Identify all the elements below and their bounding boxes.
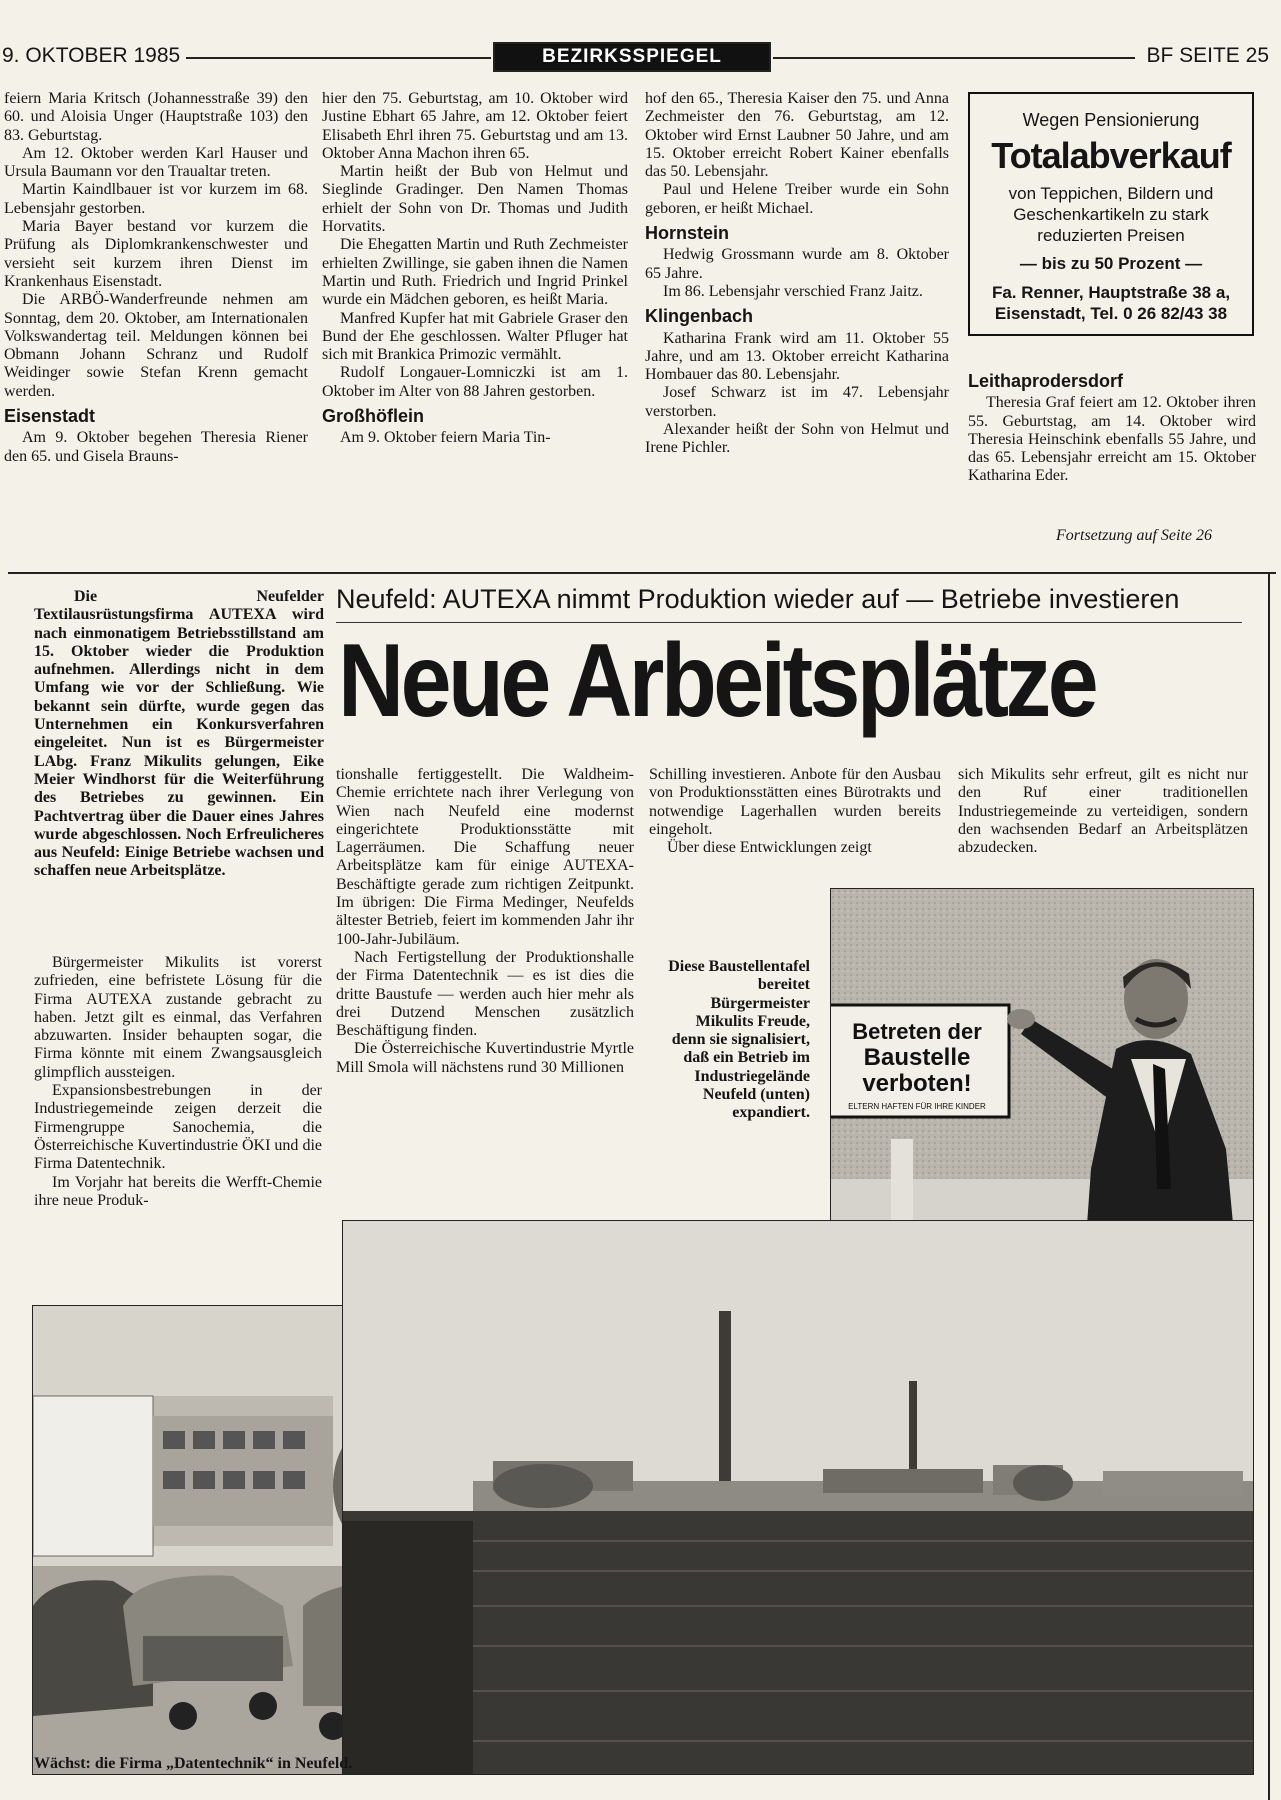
town-heading-hornstein: Hornstein (645, 223, 730, 244)
town-heading-klingenbach: Klingenbach (645, 306, 754, 327)
photo-industrial-image (343, 1221, 1254, 1775)
section-divider (8, 572, 1276, 574)
advertisement-box (968, 92, 1254, 336)
sign-text-line-3: verboten! (862, 1070, 972, 1097)
town-heading-eisenstadt: Eisenstadt (4, 406, 96, 427)
news-paragraph: Am 9. Oktober begehen Theresia Riener den 65. und Gisela Brauns- (4, 429, 308, 465)
ad-line-1: Wegen Pensionierung (1022, 110, 1200, 130)
sign-photo-caption: Diese Baustellentafel bereitet Bürgermeister Mikulits Freude, denn sie signalisiert, daß ein Betrieb im Industriegelände Neufeld (unten) expandiert. (668, 958, 810, 1122)
news-paragraph: hier den 75. Geburtstag, am 10. Oktober wird Justine Ebhart 65 Jahre, am 12. Oktober feiert Elisabeth Ehrl ihren 75. Geburtstag und am 13. Oktober Anna Machon ihren 65. (322, 90, 628, 162)
news-paragraph: Katharina Frank wird am 11. Oktober 55 Jahre, und am 13. Oktober erreicht Katharina Hombauer das 80. Lebensjahr. (645, 329, 949, 384)
article-border-right (1268, 572, 1270, 1800)
page-header (0, 42, 1281, 74)
news-paragraph: Josef Schwarz ist im 47. Lebensjahr verstorben. (645, 384, 949, 420)
article-column-1 (34, 954, 322, 1210)
page-number: BF SEITE 25 (1146, 44, 1269, 67)
news-paragraph: Martin heißt der Bub von Helmut und Sieglinde Gradinger. Den Namen Thomas erhielt der Sohn von Dr. Thomas und Judith Horvatits. (322, 163, 628, 236)
ad-title: Totalabverkauf (991, 135, 1231, 176)
article-paragraph: Die Österreichische Kuvertindustrie Myrtle Mill Smola will nächstens rund 30 Millionen (336, 1040, 634, 1076)
news-paragraph: Die ARBÖ-Wanderfreunde nehmen am Sonntag, dem 20. Oktober, am Internationalen Volkswandertag teil. Meldungen können bei Obmann Johann Schranz und Rudolf Weidinger sowie Stefan Krenn gemacht werden. (4, 291, 308, 400)
ad-address: Fa. Renner, Hauptstraße 38 a, Eisenstadt, Tel. 0 26 82/43 38 (991, 283, 1231, 323)
news-column-4 (968, 372, 1256, 486)
sign-text-line-1: Betreten der (852, 1019, 982, 1044)
article-paragraph: Nach Fertigstellung der Produktionshalle der Firma Datentechnik — es ist dies die dritte Baustufe — werden auch hier mehr als drei Dutzend Menschen zusätzlich Beschäftigung finden. (336, 948, 634, 1040)
article-lead (34, 588, 324, 881)
news-paragraph: feiern Maria Kritsch (Johannesstraße 39) den 60. und Aloisia Unger (Hauptstraße 103) den 83. Geburtstag. (4, 90, 308, 144)
article-subheadline: Neufeld: AUTEXA nimmt Produktion wieder auf — Betriebe investieren (336, 584, 1180, 614)
article-column-3 (649, 766, 941, 857)
news-column-1 (4, 90, 308, 466)
article-paragraph: Bürgermeister Mikulits ist vorerst zufrieden, eine befristete Lösung für die Firma AUTEXA zustande gebracht zu haben. Jetzt gilt es einmal, das Verfahren abzuwarten. Insider behaupten sogar, die Firma könnte mit einem Zwangsausgleich glimpflich aussteigen. (34, 954, 322, 1081)
bottom-photo-caption: Wächst: die Firma „Datentechnik“ in Neufeld. (34, 1755, 353, 1772)
article-headline: Neue Arbeitsplätze (338, 623, 1096, 739)
ad-line-3: von Teppichen, Bildern und Geschenkartikeln zu stark reduzierten Preisen (1008, 184, 1214, 245)
news-paragraph: Maria Bayer bestand vor kurzem die Prüfung als Diplomkrankenschwester und versieht seit kurzem ihren Dienst im Krankenhaus Eisenstadt. (4, 218, 308, 290)
news-column-2 (322, 90, 628, 448)
news-paragraph: Martin Kaindlbauer ist vor kurzem im 68. Lebensjahr gestorben. (4, 181, 308, 217)
news-paragraph: Die Ehegatten Martin und Ruth Zechmeister erhielten Zwillinge, sie gaben ihnen die Namen Martin und Ruth. Friedrich und Ingrid Prinkel wurde ein Mädchen geboren, es heißt Maria. (322, 236, 628, 309)
article-paragraph: Schilling investieren. Anbote für den Ausbau von Produktionsstätten eines Bürotrakts und notwendige Lagerhallen wurden bereits eingeholt. (649, 766, 941, 838)
news-column-3 (645, 90, 949, 458)
sign-text-line-2: Baustelle (863, 1044, 971, 1071)
article-paragraph: Im Vorjahr hat bereits die Werfft-Chemie ihre neue Produk- (34, 1173, 322, 1209)
news-paragraph: Hedwig Grossmann wurde am 8. Oktober 65 Jahre. (645, 246, 949, 282)
news-paragraph: Manfred Kupfer hat mit Gabriele Graser den Bund der Ehe geschlossen. Walter Pfluger hat sich mit Brankica Primozic vermählt. (322, 309, 628, 364)
news-paragraph: Alexander heißt der Sohn von Helmut und Irene Pichler. (645, 421, 949, 457)
article-paragraph: tionshalle fertiggestellt. Die Waldheim-Chemie errichtete nach ihrer Verlegung von Wien nach Neufeld eine modernst eingerichtete Produktionsstätte mit Lagerräumen. Die Schaffung neuer Arbeitsplätze kam für einige AUTEXA-Beschäftigte gerade zum richtigen Zeitpunkt. Im übrigen: Die Firma Medinger, Neufelds ältester Betrieb, feiert im kommenden Jahr ihr 100-Jahr-Jubiläum. (336, 766, 634, 948)
issue-date: 9. OKTOBER 1985 (2, 44, 181, 67)
ad-discount: — bis zu 50 Prozent — (1019, 254, 1203, 273)
news-paragraph: Paul und Helene Treiber wurde ein Sohn geboren, er heißt Michael. (645, 181, 949, 217)
sign-small-text: ELTERN HAFTEN FÜR IHRE KINDER (848, 1102, 986, 1111)
article-column-4 (958, 766, 1248, 857)
news-paragraph: Am 12. Oktober werden Karl Hauser und Ursula Baumann vor den Traualtar treten. (4, 144, 308, 181)
article-column-2 (336, 766, 634, 1077)
news-paragraph: Rudolf Longauer-Lomniczki ist am 1. Oktober im Alter von 88 Jahren gestorben. (322, 364, 628, 400)
header-rule-left (186, 57, 491, 59)
town-heading-leithaprodersdorf: Leithaprodersdorf (968, 371, 1124, 391)
header-rule-right (773, 57, 1135, 59)
news-paragraph: Im 86. Lebensjahr verschied Franz Jaitz. (663, 282, 923, 300)
section-title: BEZIRKSSPIEGEL (493, 42, 771, 72)
news-paragraph: Theresia Graf feiert am 12. Oktober ihren 55. Geburtstag, am 14. Oktober wird Theresia Heinschink ebenfalls 55 Jahre, und das 65. Lebensjahr erreicht am 15. Oktober Katharina Eder. (968, 394, 1256, 485)
lead-paragraph: Die Neufelder Textilausrüstungsfirma AUTEXA wird nach einmonatigem Betriebsstillstand am 15. Oktober wieder die Produktion aufnehmen. Allerdings nicht in dem Umfang wie vor der Schließung. Wie bekannt sein dürfte, wurde gegen das Unternehmen ein Konkursverfahren eingeleitet. Nun ist es Bürgermeister LAbg. Franz Mikulits gelungen, Eike Meier Windhorst für die Weiterführung des Betriebes zu gewinnen. Ein Pachtvertrag über die Dauer eines Jahres wurde abgeschlossen. Noch Erfreulicheres aus Neufeld: Einige Betriebe wachsen und schaffen neue Arbeitsplätze. (34, 588, 324, 880)
article-paragraph: sich Mikulits sehr erfreut, gilt es nicht nur den Ruf einer traditionellen Industriegemeinde zu verteidigen, sondern den wachsenden Bedarf an Arbeitsplätzen abzudecken. (958, 766, 1248, 857)
news-paragraph: Am 9. Oktober feiern Maria Tin- (340, 429, 551, 447)
continued-link[interactable]: Fortsetzung auf Seite 26 (1056, 527, 1212, 544)
article-paragraph: Expansionsbestrebungen in der Industriegemeinde zeigen derzeit die Firmengruppe Sanochemia, die Österreichische Kuvertindustrie ÖKI und die Firma Datentechnik. (34, 1082, 322, 1173)
town-heading-grosshoeflein: Großhöflein (322, 406, 424, 427)
news-paragraph: hof den 65., Theresia Kaiser den 75. und Anna Zechmeister den 76. Geburtstag, am 12. Oktober wird Ernst Laubner 50 Jahre, und am 15. Oktober erreicht Robert Kainer ebenfalls das 50. Lebensjahr. (645, 90, 949, 181)
photo-industrial-area (342, 1220, 1254, 1775)
article-paragraph: Über diese Entwicklungen zeigt (667, 839, 872, 857)
